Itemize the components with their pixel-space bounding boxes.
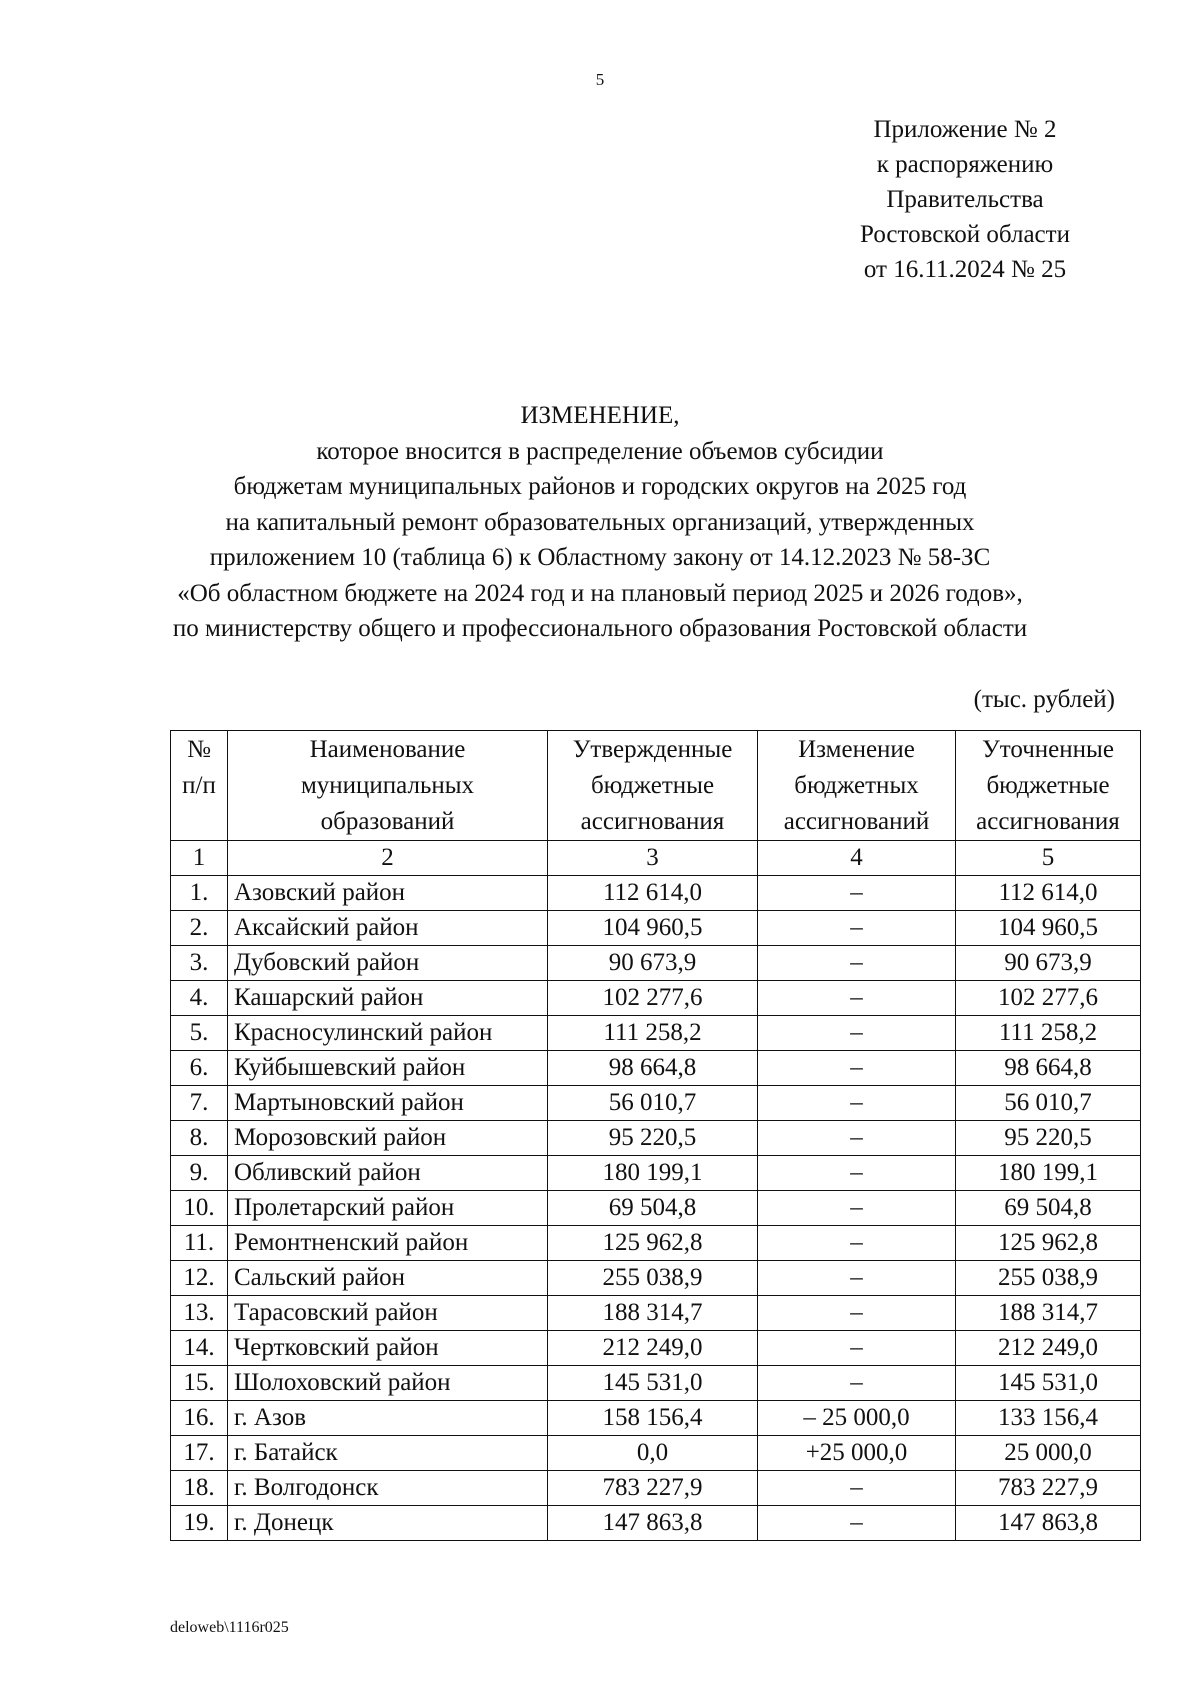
change-value: – 25 000,0 [758, 1401, 956, 1436]
approved-value: 180 199,1 [548, 1156, 758, 1191]
column-number: 4 [758, 841, 956, 876]
table-row [171, 1121, 1141, 1156]
revised-value: 783 227,9 [956, 1471, 1141, 1506]
row-number: 19. [171, 1506, 228, 1541]
budget-table [170, 730, 1141, 1541]
municipality-name: Обливский район [228, 1156, 548, 1191]
change-value: – [758, 1016, 956, 1051]
column-number: 1 [171, 841, 228, 876]
document-title [150, 398, 1050, 647]
approved-value: 56 010,7 [548, 1086, 758, 1121]
municipality-name: г. Волгодонск [228, 1471, 548, 1506]
revised-value: 90 673,9 [956, 946, 1141, 981]
revised-value: 104 960,5 [956, 911, 1141, 946]
revised-value: 180 199,1 [956, 1156, 1141, 1191]
appendix-reference [820, 112, 1110, 287]
change-value: – [758, 1191, 956, 1226]
row-number: 16. [171, 1401, 228, 1436]
approved-value: 104 960,5 [548, 911, 758, 946]
page-number: 5 [595, 70, 605, 89]
revised-value: 212 249,0 [956, 1331, 1141, 1366]
revised-value: 255 038,9 [956, 1261, 1141, 1296]
approved-value: 98 664,8 [548, 1051, 758, 1086]
approved-value: 255 038,9 [548, 1261, 758, 1296]
approved-value: 147 863,8 [548, 1506, 758, 1541]
row-number: 5. [171, 1016, 228, 1051]
change-value: – [758, 911, 956, 946]
row-number: 4. [171, 981, 228, 1016]
table-row [171, 946, 1141, 981]
municipality-name: г. Донецк [228, 1506, 548, 1541]
table-row [171, 1191, 1141, 1226]
table-row [171, 1016, 1141, 1051]
municipality-name: Шолоховский район [228, 1366, 548, 1401]
table-row [171, 1051, 1141, 1086]
revised-value: 147 863,8 [956, 1506, 1141, 1541]
change-value: – [758, 1506, 956, 1541]
table-row [171, 1436, 1141, 1471]
change-value: – [758, 1051, 956, 1086]
table-row [171, 1331, 1141, 1366]
municipality-name: Пролетарский район [228, 1191, 548, 1226]
row-number: 10. [171, 1191, 228, 1226]
row-number: 9. [171, 1156, 228, 1191]
units-label: (тыс. рублей) [973, 686, 1115, 713]
approved-value: 111 258,2 [548, 1016, 758, 1051]
revised-value: 133 156,4 [956, 1401, 1141, 1436]
change-value: – [758, 1296, 956, 1331]
table-row [171, 1506, 1141, 1541]
title-line: «Об областном бюджете на 2024 год и на плановый период 2025 и 2026 годов», [177, 579, 1023, 607]
municipality-name: Ремонтненский район [228, 1226, 548, 1261]
revised-value: 112 614,0 [956, 876, 1141, 911]
approved-value: 102 277,6 [548, 981, 758, 1016]
header-municipality: Наименование муниципальных образований [228, 731, 548, 841]
municipality-name: Кашарский район [228, 981, 548, 1016]
approved-value: 145 531,0 [548, 1366, 758, 1401]
change-value: – [758, 1086, 956, 1121]
revised-value: 102 277,6 [956, 981, 1141, 1016]
table-body [171, 876, 1141, 1541]
title-line: по министерству общего и профессионального образования Ростовской области [172, 615, 1028, 642]
municipality-name: Азовский район [228, 876, 548, 911]
revised-value: 56 010,7 [956, 1086, 1141, 1121]
table-row [171, 1156, 1141, 1191]
header-change: Изменение бюджетных ассигнований [758, 731, 956, 841]
row-number: 17. [171, 1436, 228, 1471]
municipality-name: Дубовский район [228, 946, 548, 981]
row-number: 8. [171, 1121, 228, 1156]
column-number: 3 [548, 841, 758, 876]
row-number: 11. [171, 1226, 228, 1261]
revised-value: 145 531,0 [956, 1366, 1141, 1401]
title-line: на капитальный ремонт образовательных организаций, утвержденных [225, 508, 975, 536]
change-value: – [758, 1226, 956, 1261]
municipality-name: г. Азов [228, 1401, 548, 1436]
approved-value: 125 962,8 [548, 1226, 758, 1261]
approved-value: 0,0 [548, 1436, 758, 1471]
header-approved: Утвержденные бюджетные ассигнования [548, 731, 758, 841]
revised-value: 98 664,8 [956, 1051, 1141, 1086]
appendix-line: Ростовской области [860, 221, 1070, 248]
approved-value: 112 614,0 [548, 876, 758, 911]
municipality-name: Морозовский район [228, 1121, 548, 1156]
revised-value: 125 962,8 [956, 1226, 1141, 1261]
table-row [171, 1086, 1141, 1121]
table-row [171, 1296, 1141, 1331]
municipality-name: Куйбышевский район [228, 1051, 548, 1086]
title-line: бюджетам муниципальных районов и городских округов на 2025 год [233, 473, 967, 500]
column-number: 5 [956, 841, 1141, 876]
approved-value: 188 314,7 [548, 1296, 758, 1331]
change-value: – [758, 1366, 956, 1401]
municipality-name: Мартыновский район [228, 1086, 548, 1121]
title-heading: ИЗМЕНЕНИЕ, [520, 402, 680, 429]
row-number: 13. [171, 1296, 228, 1331]
document-code: deloweb\1116r025 [170, 1619, 289, 1636]
header-revised: Уточненные бюджетные ассигнования [956, 731, 1141, 841]
row-number: 6. [171, 1051, 228, 1086]
change-value: – [758, 1331, 956, 1366]
table-row [171, 1226, 1141, 1261]
change-value: +25 000,0 [758, 1436, 956, 1471]
row-number: 7. [171, 1086, 228, 1121]
table-row [171, 1261, 1141, 1296]
table-header-row [171, 731, 1141, 841]
row-number: 15. [171, 1366, 228, 1401]
change-value: – [758, 1121, 956, 1156]
row-number: 2. [171, 911, 228, 946]
change-value: – [758, 946, 956, 981]
appendix-line: от 16.11.2024 № 25 [863, 256, 1067, 283]
table-row [171, 911, 1141, 946]
row-number: 1. [171, 876, 228, 911]
change-value: – [758, 876, 956, 911]
table-row [171, 876, 1141, 911]
approved-value: 90 673,9 [548, 946, 758, 981]
revised-value: 188 314,7 [956, 1296, 1141, 1331]
title-line: приложением 10 (таблица 6) к Областному закону от 14.12.2023 № 58-ЗС [209, 544, 991, 571]
change-value: – [758, 1261, 956, 1296]
table-row [171, 1366, 1141, 1401]
header-number: № п/п [171, 731, 228, 841]
municipality-name: г. Батайск [228, 1436, 548, 1471]
change-value: – [758, 981, 956, 1016]
appendix-line: Правительства [886, 186, 1044, 213]
appendix-line: Приложение № 2 [873, 116, 1057, 143]
municipality-name: Сальский район [228, 1261, 548, 1296]
municipality-name: Красносулинский район [228, 1016, 548, 1051]
municipality-name: Аксайский район [228, 911, 548, 946]
approved-value: 158 156,4 [548, 1401, 758, 1436]
change-value: – [758, 1156, 956, 1191]
row-number: 12. [171, 1261, 228, 1296]
approved-value: 212 249,0 [548, 1331, 758, 1366]
column-number-row [171, 841, 1141, 876]
municipality-name: Тарасовский район [228, 1296, 548, 1331]
approved-value: 69 504,8 [548, 1191, 758, 1226]
appendix-line: к распоряжению [876, 151, 1054, 178]
table-row [171, 981, 1141, 1016]
revised-value: 95 220,5 [956, 1121, 1141, 1156]
title-line: которое вносится в распределение объемов субсидии [316, 437, 884, 465]
row-number: 14. [171, 1331, 228, 1366]
revised-value: 111 258,2 [956, 1016, 1141, 1051]
change-value: – [758, 1471, 956, 1506]
revised-value: 69 504,8 [956, 1191, 1141, 1226]
revised-value: 25 000,0 [956, 1436, 1141, 1471]
municipality-name: Чертковский район [228, 1331, 548, 1366]
table-row [171, 1471, 1141, 1506]
column-number: 2 [228, 841, 548, 876]
row-number: 3. [171, 946, 228, 981]
approved-value: 95 220,5 [548, 1121, 758, 1156]
approved-value: 783 227,9 [548, 1471, 758, 1506]
table-row [171, 1401, 1141, 1436]
row-number: 18. [171, 1471, 228, 1506]
